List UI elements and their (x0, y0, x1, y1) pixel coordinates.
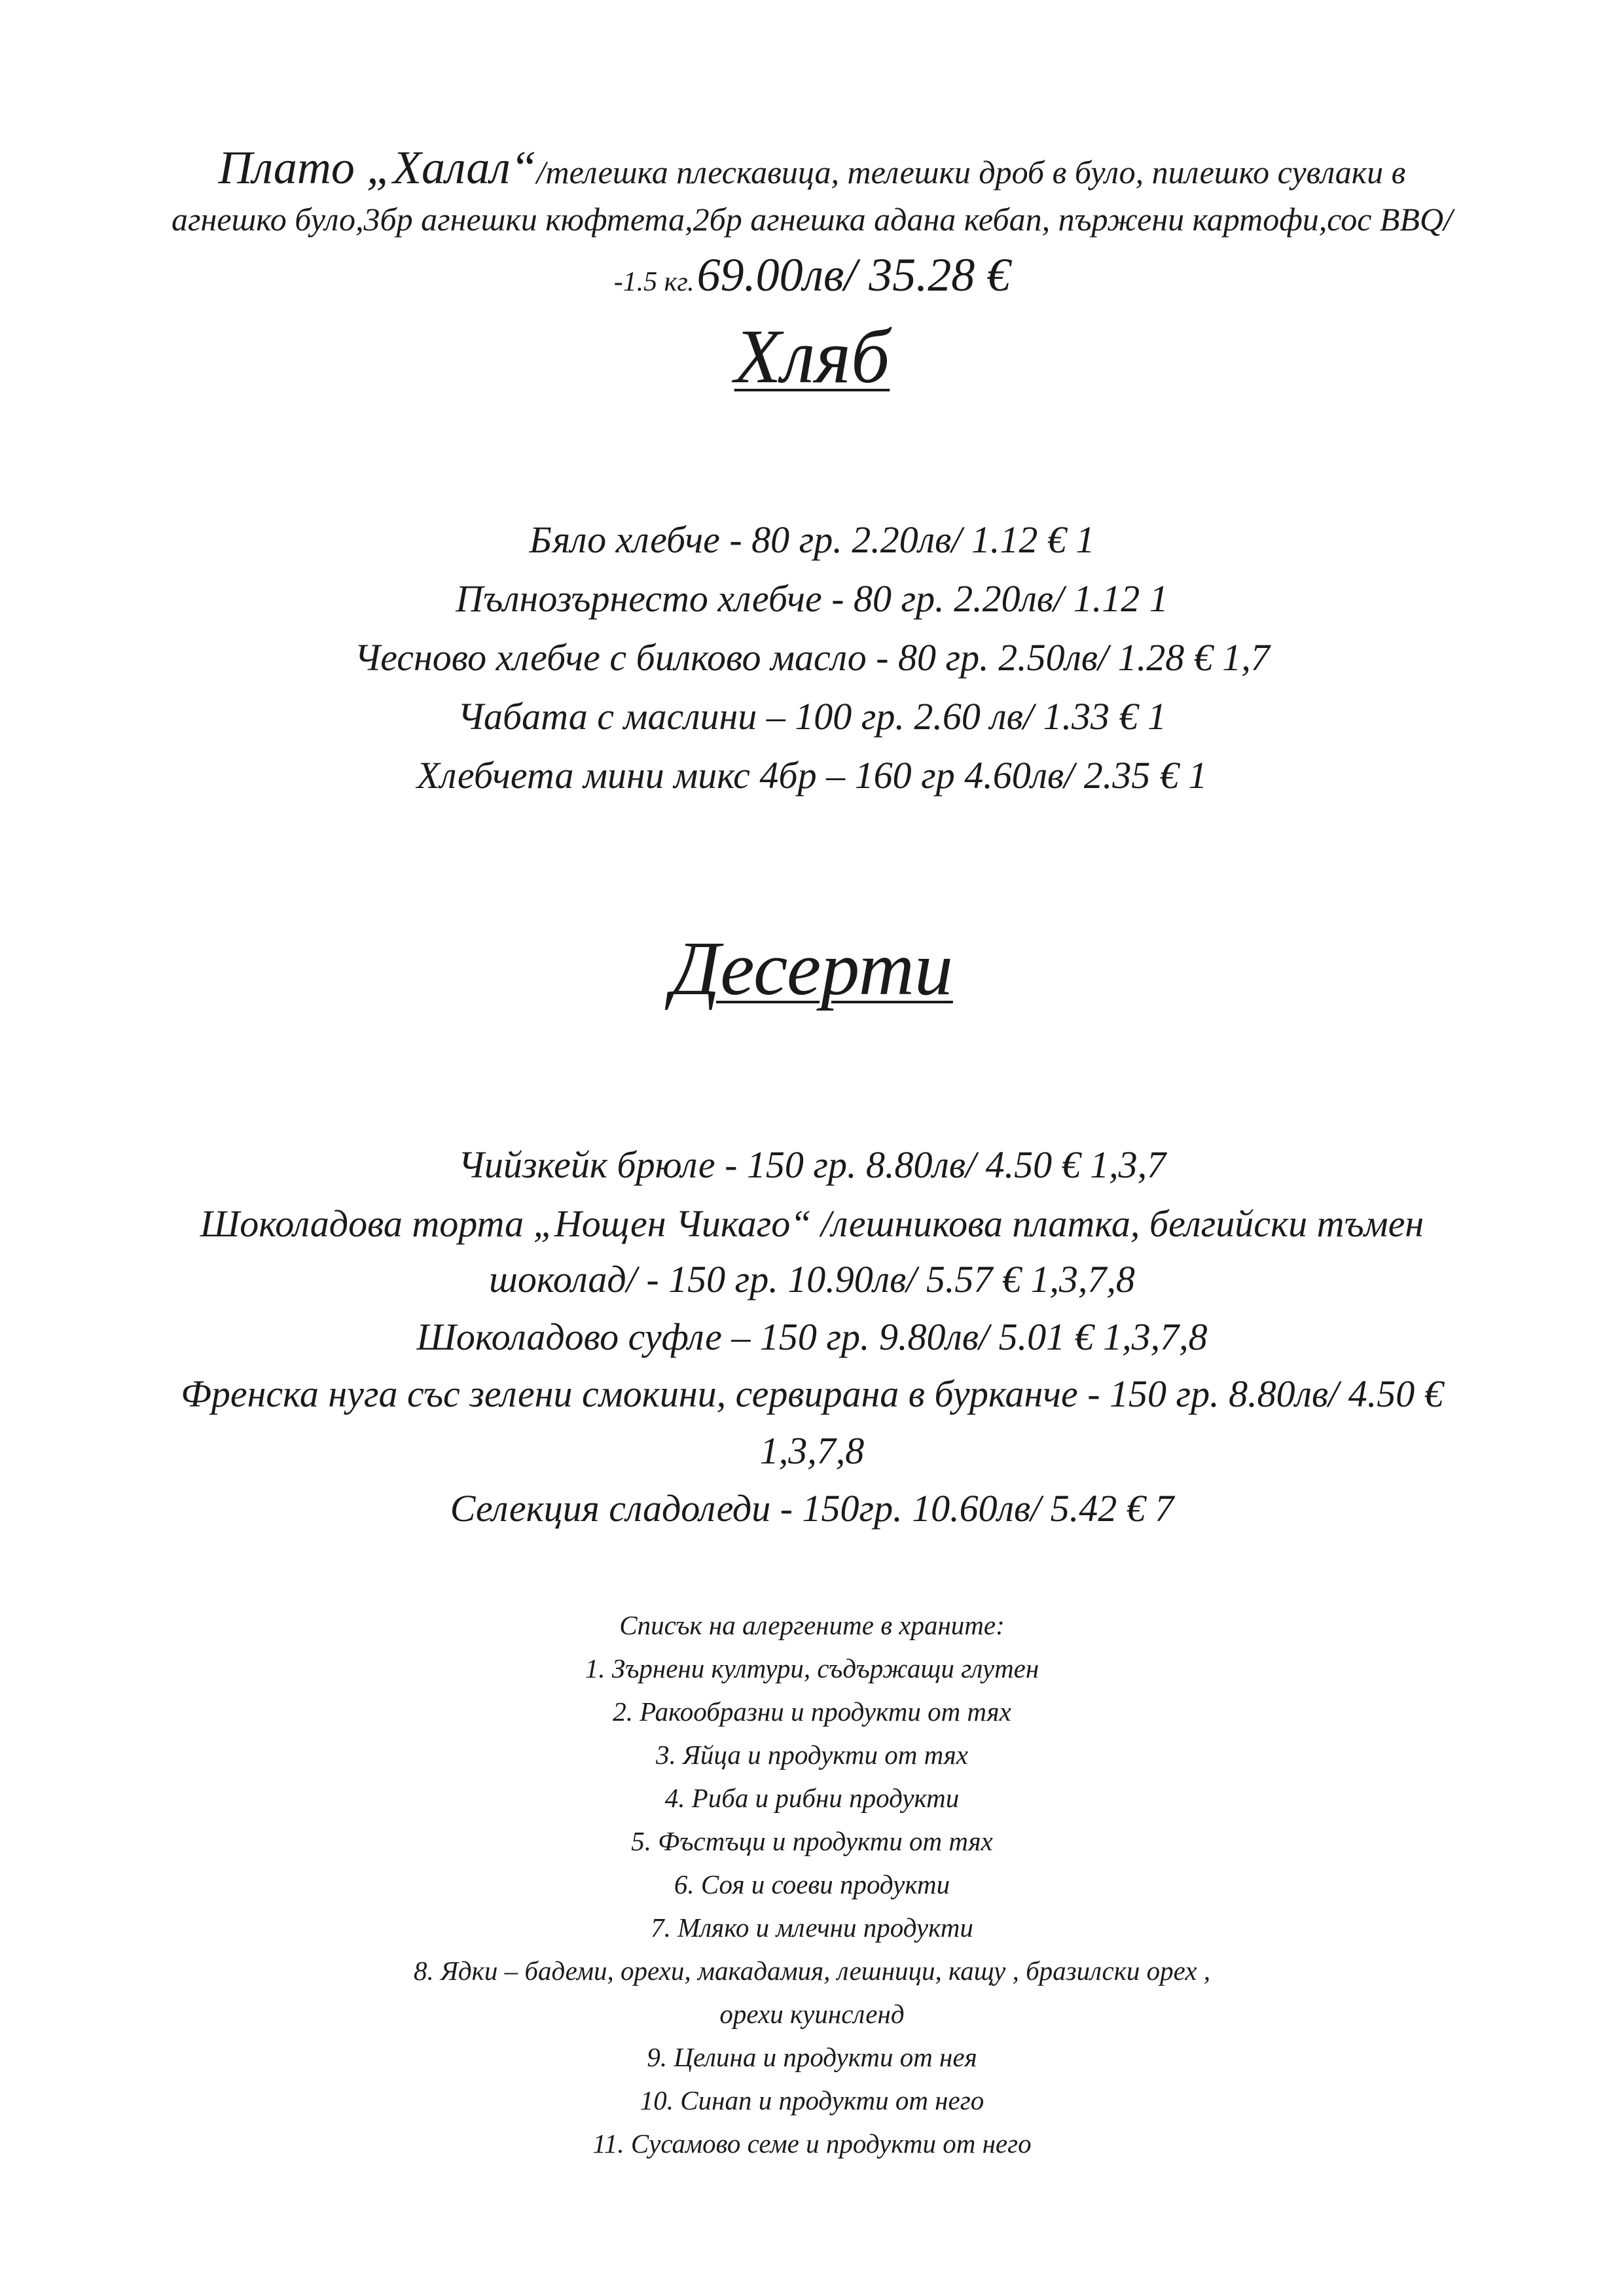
bread-item: Пълнозърнесто хлебче - 80 гр. 2.20лв/ 1.12 1 (456, 577, 1168, 620)
allergen-item: 3. Яйца и продукти от тях (655, 1740, 969, 1770)
bread-item: Чесново хлебче с билково масло - 80 гр. 2.50лв/ 1.28 € 1,7 (354, 636, 1270, 679)
bread-item: Чабата с маслини – 100 гр. 2.60 лв/ 1.33 € 1 (458, 695, 1166, 738)
allergens-heading: Списък на алергените в храните: (619, 1610, 1005, 1640)
bread-section-title (39, 311, 1585, 403)
allergen-item: 11. Сусамово семе и продукти от него (592, 2128, 1032, 2159)
dessert-line: Чийзкейк брюле - 150 гр. 8.80лв/ 4.50 € 1,3,7 (458, 1143, 1166, 1186)
desserts-section-title (39, 923, 1585, 1014)
allergen-item: 9. Целина и продукти от нея (647, 2042, 977, 2072)
platter-weight: -1.5 кг. (613, 267, 695, 297)
dessert-line: Селекция сладоледи - 150гр. 10.60лв/ 5.42 € 7 (450, 1487, 1174, 1530)
platter-description-2: агнешко було,3бр агнешки кюфтета,2бр агнешка адана кебап, пържени картофи,сос BBQ/ (171, 201, 1453, 238)
dessert-line: шоколад/ - 150 гр. 10.90лв/ 5.57 € 1,3,7,8 (489, 1258, 1135, 1300)
platter-description-1: /телешка плескавица, телешки дроб в було, пилешко сувлаки в (536, 154, 1406, 190)
allergen-item: 8. Ядки – бадеми, орехи, макадамия, лешници, кащу , бразилски орех , (413, 1956, 1211, 1986)
allergen-item: 4. Риба и рибни продукти (664, 1783, 960, 1813)
platter-line-3 (39, 242, 1585, 321)
dessert-line: 1,3,7,8 (759, 1429, 865, 1472)
bread-title: Хляб (734, 314, 890, 399)
desserts-title: Десерти (671, 925, 953, 1011)
dessert-line: Френска нуга със зелени смокини, сервирана в бурканче - 150 гр. 8.80лв/ 4.50 € (181, 1372, 1443, 1415)
platter-price: 69.00лв/ 35.28 € (696, 249, 1011, 301)
allergen-item: орехи куинсленд (719, 1999, 905, 2029)
bread-item: Хлебчета мини микс 4бр – 160 гр 4.60лв/ 2.35 € 1 (416, 754, 1208, 797)
dessert-line: Шоколадова торта „Нощен Чикаго“ /лешникова платка, белгийски тъмен (200, 1202, 1424, 1245)
allergen-item: 2. Ракообразни и продукти от тях (613, 1696, 1011, 1727)
allergen-item: 10. Синап и продукти от него (640, 2085, 984, 2115)
allergen-item: 5. Фъстъци и продукти от тях (631, 1826, 993, 1856)
allergen-item: 6. Соя и соеви продукти (674, 1869, 950, 1899)
bread-item: Бяло хлебче - 80 гр. 2.20лв/ 1.12 € 1 (529, 518, 1095, 561)
platter-name: Плато „Халал“ (218, 141, 537, 194)
dessert-line: Шоколадово суфле – 150 гр. 9.80лв/ 5.01 € 1,3,7,8 (416, 1316, 1208, 1358)
allergen-item: 7. Мляко и млечни продукти (651, 1912, 973, 1943)
platter-line-1 (39, 137, 1585, 202)
allergen-item: 1. Зърнени култури, съдържащи глутен (585, 1653, 1039, 1683)
